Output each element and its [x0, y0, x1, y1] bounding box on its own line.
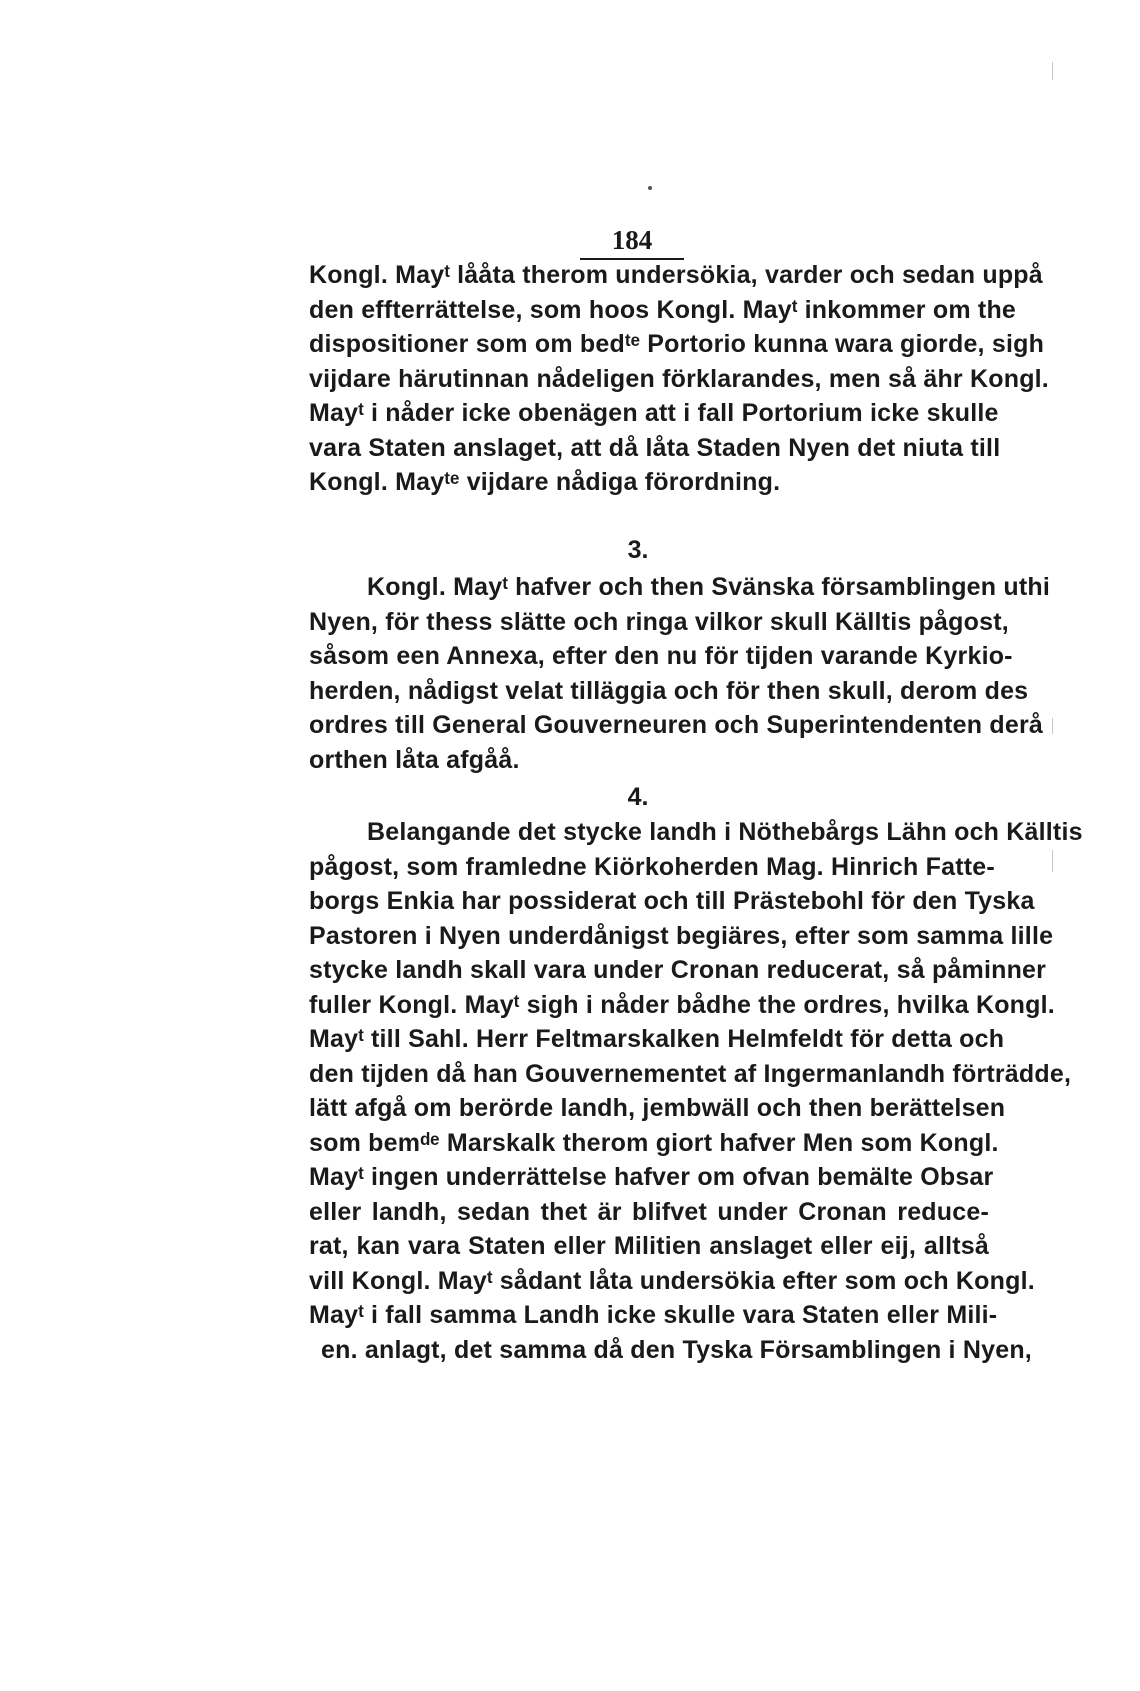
text-line: stycke landh skall vara under Cronan reducerat, så påminner [309, 956, 1047, 984]
text-line: dispositioner som om bedᵗᵉ Portorio kunna wara giorde, sigh [309, 330, 1045, 358]
text-line: rat, kan vara Staten eller Militien anslaget eller eij, alltså [309, 1232, 989, 1260]
paragraph-1 [309, 258, 1049, 500]
paragraph-2 [309, 570, 1051, 777]
text-line: Kongl. Mayᵗᵉ vijdare nådiga förordning. [309, 468, 781, 496]
text-line: lätt afgå om berörde landh, jembwäll och then berättelsen [309, 1094, 1006, 1122]
text-line: Kongl. Mayᵗ lååta therom undersökia, varder och sedan uppå [309, 261, 1043, 289]
text-line: vijdare härutinnan nådeligen förklarandes, men så ähr Kongl. [309, 364, 1049, 393]
text-line: Mayᵗ till Sahl. Herr Feltmarskalken Helmfeldt för detta och [309, 1025, 1005, 1053]
text-line: borgs Enkia har possiderat och till Prästebohl för den Tyska [309, 887, 1035, 915]
text-line: herden, nådigst velat tilläggia och för then skull, derom des [309, 676, 1029, 705]
section-number-3: 3. [627, 536, 649, 564]
text-line: orthen låta afgåå. [309, 745, 520, 774]
text-line: vill Kongl. Mayᵗ sådant låta undersökia efter som och Kongl. [309, 1266, 1035, 1295]
page-number: 184 [580, 224, 684, 260]
text-line: den effterrättelse, som hoos Kongl. Mayᵗ inkommer om the [309, 295, 1017, 324]
paragraph-3 [309, 815, 1083, 1367]
scan-mark [1052, 718, 1053, 734]
text-line: en. anlagt, det samma då den Tyska Församblingen i Nyen, [321, 1335, 1032, 1364]
text-line: Pastoren i Nyen underdånigst begiäres, efter som samma lille [309, 921, 1054, 950]
text-line: ordres till General Gouverneuren och Superintendenten derå [309, 711, 1043, 739]
text-line: Mayᵗ ingen underrättelse hafver om ofvan bemälte Obsar [309, 1163, 994, 1191]
text-line: Belangande det stycke landh i Nöthebårgs Lähn och Källtis [367, 818, 1083, 846]
text-line: som bemᵈᵉ Marskalk therom giort hafver Men som Kongl. [309, 1128, 999, 1157]
text-line: eller landh, sedan thet är blifvet under Cronan reduce- [309, 1197, 989, 1226]
text-line: såsom een Annexa, efter den nu för tijden varande Kyrkio- [309, 642, 1013, 670]
scan-mark [1052, 850, 1053, 872]
text-line: Kongl. Mayᵗ hafver och then Svänska församblingen uthi [367, 573, 1051, 601]
section-number-4: 4. [627, 783, 649, 811]
text-line: Mayᵗ i nåder icke obenägen att i fall Portorium icke skulle [309, 399, 999, 427]
text-line: den tijden då han Gouvernementet af Ingermanlandh förträdde, [309, 1059, 1072, 1088]
text-line: vara Staten anslaget, att då låta Staden Nyen det niuta till [309, 433, 1001, 462]
text-line: pågost, som framledne Kiörkoherden Mag. Hinrich Fatte- [309, 852, 995, 881]
scan-mark [1052, 62, 1053, 80]
text-line: fuller Kongl. Mayᵗ sigh i nåder bådhe the ordres, hvilka Kongl. [309, 990, 1055, 1019]
text-line: Mayᵗ i fall samma Landh icke skulle vara Staten eller Mili- [309, 1301, 998, 1329]
text-line: Nyen, för thess slätte och ringa vilkor skull Källtis pågost, [309, 607, 1009, 636]
scan-speck [648, 186, 652, 190]
